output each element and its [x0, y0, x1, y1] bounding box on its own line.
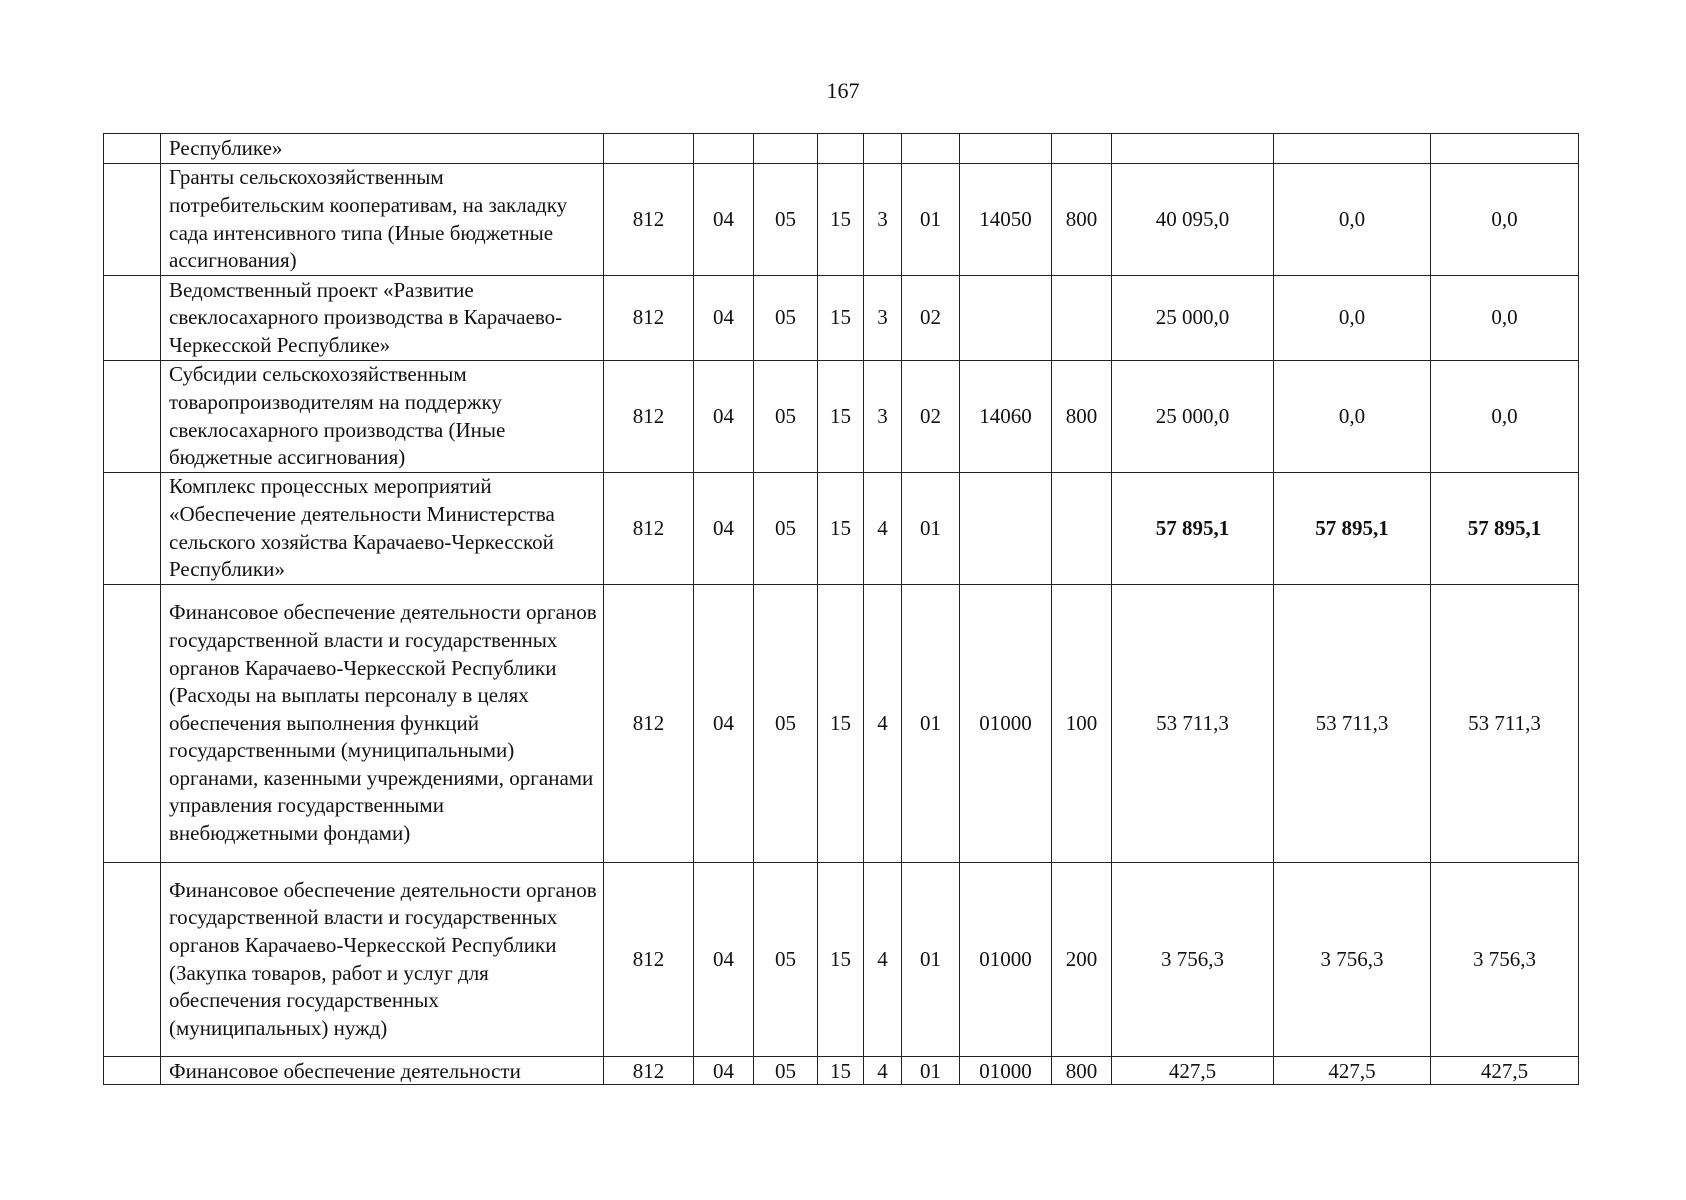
table-row [104, 473, 1579, 585]
code-project: 01 [902, 1057, 960, 1085]
code-ministry: 812 [604, 863, 694, 1057]
row-name: Финансовое обеспечение деятельности органов государственной власти и государственных органов Карачаево-Черкесской Республики (Расходы на выплаты персоналу в целях обеспечения выполнения функций государственными (муниципальными) органами, казенными учреждениями, органами управления государственными внебюджетными фондами) [161, 585, 604, 863]
table-row [104, 1057, 1579, 1085]
amount-year-1: 53 711,3 [1112, 585, 1274, 863]
row-name: Финансовое обеспечение деятельности [161, 1057, 604, 1085]
amount-year-3 [1431, 134, 1579, 164]
amount-year-1: 427,5 [1112, 1057, 1274, 1085]
table-row [104, 361, 1579, 473]
amount-year-2: 0,0 [1274, 276, 1431, 361]
amount-year-1: 25 000,0 [1112, 361, 1274, 473]
amount-year-3: 0,0 [1431, 164, 1579, 276]
amount-year-1 [1112, 134, 1274, 164]
code-program: 15 [818, 1057, 864, 1085]
page-number: 167 [826, 78, 860, 103]
budget-table [103, 133, 1579, 1085]
code-section [694, 134, 754, 164]
amount-year-3: 0,0 [1431, 361, 1579, 473]
code-type: 3 [864, 164, 902, 276]
row-name: Ведомственный проект «Развитие свеклосахарного производства в Карачаево-Черкесской Республике» [161, 276, 604, 361]
empty-cell [104, 361, 161, 473]
code-section: 04 [694, 1057, 754, 1085]
code-section: 04 [694, 361, 754, 473]
code-subsection: 05 [754, 863, 818, 1057]
code-direction [960, 134, 1052, 164]
code-project: 01 [902, 863, 960, 1057]
row-name: Гранты сельскохозяйственным потребительским кооперативам, на закладку сада интенсивного типа (Иные бюджетные ассигнования) [161, 164, 604, 276]
code-direction: 01000 [960, 863, 1052, 1057]
code-expense-type: 800 [1052, 1057, 1112, 1085]
code-program: 15 [818, 276, 864, 361]
code-ministry: 812 [604, 361, 694, 473]
code-direction: 01000 [960, 1057, 1052, 1085]
amount-year-1: 40 095,0 [1112, 164, 1274, 276]
code-project: 01 [902, 585, 960, 863]
code-program: 15 [818, 361, 864, 473]
code-program [818, 134, 864, 164]
code-expense-type [1052, 473, 1112, 585]
code-program: 15 [818, 585, 864, 863]
code-subsection: 05 [754, 585, 818, 863]
code-type: 4 [864, 585, 902, 863]
code-program: 15 [818, 164, 864, 276]
code-subsection: 05 [754, 361, 818, 473]
code-direction: 14050 [960, 164, 1052, 276]
amount-year-3: 3 756,3 [1431, 863, 1579, 1057]
code-direction: 14060 [960, 361, 1052, 473]
code-project: 02 [902, 361, 960, 473]
code-project: 02 [902, 276, 960, 361]
code-type: 4 [864, 1057, 902, 1085]
table-row [104, 134, 1579, 164]
amount-year-2: 57 895,1 [1274, 473, 1431, 585]
empty-cell [104, 164, 161, 276]
code-section: 04 [694, 863, 754, 1057]
code-subsection: 05 [754, 473, 818, 585]
code-type: 3 [864, 276, 902, 361]
empty-cell [104, 473, 161, 585]
empty-cell [104, 1057, 161, 1085]
table-row [104, 164, 1579, 276]
amount-year-3: 57 895,1 [1431, 473, 1579, 585]
code-ministry: 812 [604, 473, 694, 585]
code-direction [960, 276, 1052, 361]
empty-cell [104, 585, 161, 863]
code-ministry: 812 [604, 1057, 694, 1085]
amount-year-1: 3 756,3 [1112, 863, 1274, 1057]
empty-cell [104, 863, 161, 1057]
code-type [864, 134, 902, 164]
code-section: 04 [694, 276, 754, 361]
code-program: 15 [818, 473, 864, 585]
code-project: 01 [902, 164, 960, 276]
amount-year-2 [1274, 134, 1431, 164]
amount-year-2: 53 711,3 [1274, 585, 1431, 863]
table-row [104, 276, 1579, 361]
code-section: 04 [694, 164, 754, 276]
amount-year-3: 0,0 [1431, 276, 1579, 361]
amount-year-2: 427,5 [1274, 1057, 1431, 1085]
code-expense-type: 800 [1052, 361, 1112, 473]
code-type: 3 [864, 361, 902, 473]
amount-year-2: 3 756,3 [1274, 863, 1431, 1057]
empty-cell [104, 276, 161, 361]
code-ministry: 812 [604, 164, 694, 276]
code-section: 04 [694, 473, 754, 585]
code-subsection: 05 [754, 1057, 818, 1085]
amount-year-2: 0,0 [1274, 164, 1431, 276]
amount-year-1: 25 000,0 [1112, 276, 1274, 361]
amount-year-2: 0,0 [1274, 361, 1431, 473]
code-subsection: 05 [754, 276, 818, 361]
amount-year-1: 57 895,1 [1112, 473, 1274, 585]
code-subsection: 05 [754, 164, 818, 276]
row-name: Республике» [161, 134, 604, 164]
code-expense-type: 800 [1052, 164, 1112, 276]
table-row [104, 863, 1579, 1057]
row-name: Комплекс процессных мероприятий «Обеспечение деятельности Министерства сельского хозяйства Карачаево-Черкесской Республики» [161, 473, 604, 585]
code-section: 04 [694, 585, 754, 863]
code-project: 01 [902, 473, 960, 585]
code-expense-type: 200 [1052, 863, 1112, 1057]
code-direction: 01000 [960, 585, 1052, 863]
row-name: Финансовое обеспечение деятельности органов государственной власти и государственных органов Карачаево-Черкесской Республики (Закупка товаров, работ и услуг для обеспечения государственных (муниципальных) нужд) [161, 863, 604, 1057]
table-row [104, 585, 1579, 863]
code-direction [960, 473, 1052, 585]
code-type: 4 [864, 863, 902, 1057]
code-expense-type [1052, 276, 1112, 361]
code-ministry: 812 [604, 585, 694, 863]
code-subsection [754, 134, 818, 164]
empty-cell [104, 134, 161, 164]
amount-year-3: 427,5 [1431, 1057, 1579, 1085]
code-project [902, 134, 960, 164]
code-expense-type [1052, 134, 1112, 164]
amount-year-3: 53 711,3 [1431, 585, 1579, 863]
code-type: 4 [864, 473, 902, 585]
code-expense-type: 100 [1052, 585, 1112, 863]
row-name: Субсидии сельскохозяйственным товаропроизводителям на поддержку свеклосахарного производства (Иные бюджетные ассигнования) [161, 361, 604, 473]
code-program: 15 [818, 863, 864, 1057]
code-ministry [604, 134, 694, 164]
code-ministry: 812 [604, 276, 694, 361]
